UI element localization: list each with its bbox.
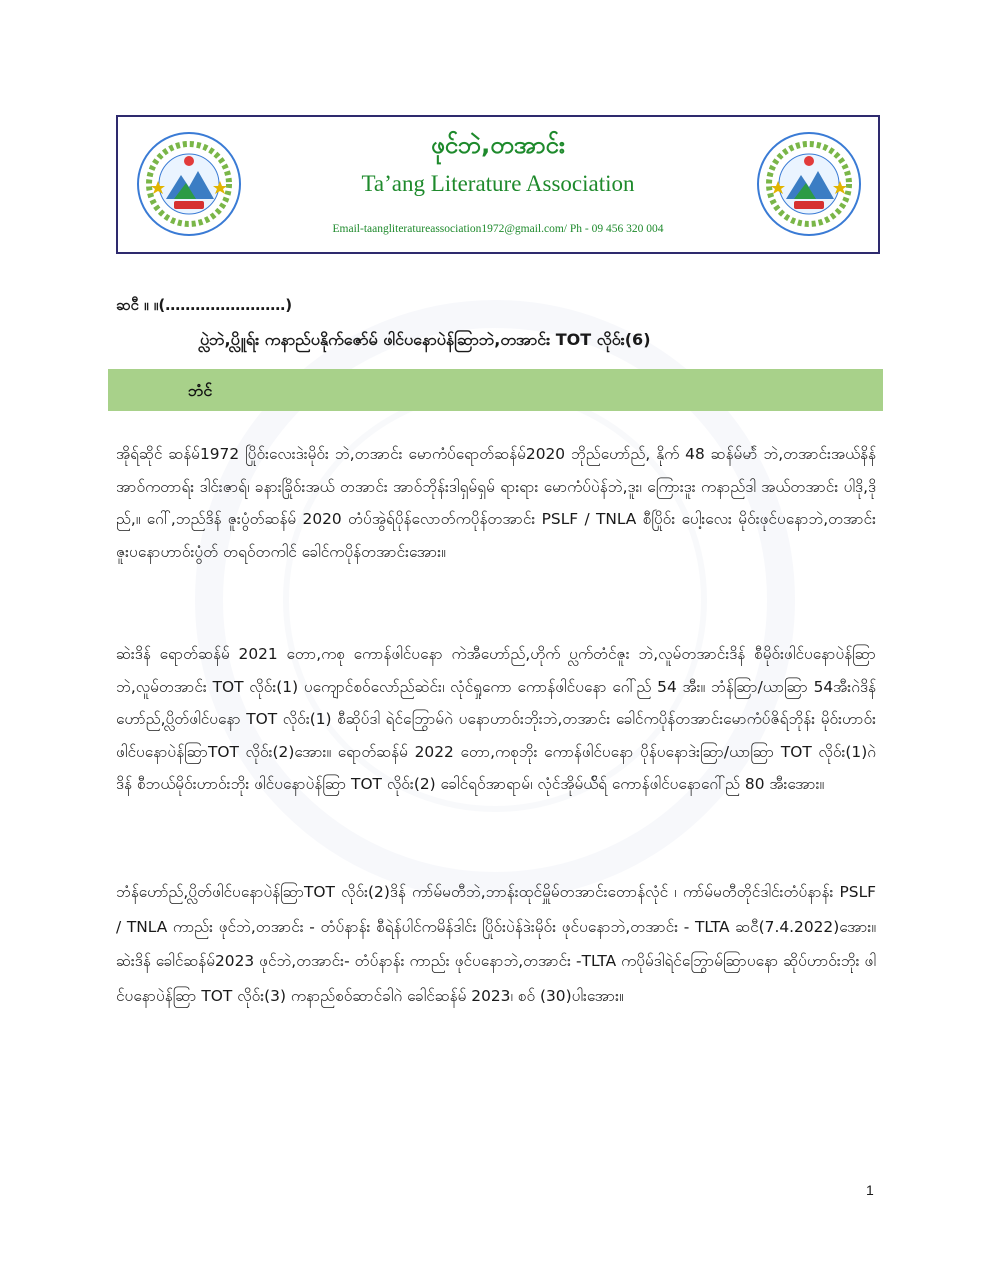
section-label: ဘံင် — [188, 381, 213, 400]
document-title: ပ္လဲဘဲ,ပ္လိူရ်း ကနာည်ပနိုက်ဇော်မ် ဖါင်ပနောပဲန်ဆြာဘဲ,တအာင်း TOT လိုဝ်း(6) — [200, 330, 651, 349]
paragraph-1: အိုရ်ဆိုင် ဆန်မ်1972 ပြိုဝ်းလေးဒဲးမိုဝ်း ဘဲ,တအာင်း မောကံပ်ရောတ်ဆန်မ်2020 ဘိုည်ဟော်ည်, နိုက် 48 ဆန်မ်မာ်ဲ ဘဲ,တအာင်းအယ်နိန် အာဝ်ကတာရ်း ဒါင်းဇာရ်၊ ခနားခြိုဝ်းအယ် တအာင်း အာဝ်ဘိုန်းဒါရှမ်ရှမ် ရားရား မောကံပ်ပဲန်ဘဲ,ဒူး၊ ကြေားဒူး ကနာည်ဒါ အယ်တအာင်း ပါဒို,ဒိုည်,။ ဂေါ်,ဘည်ဒိန် ဇူးပွံတ်ဆန်မ် 2020 တံပ်အွဲရ်ပိုန်လောတ်ကပိုန်တအာင်း PSLF / TNLA စီပြိုဝ်း ပေါ့းလေး မိုဝ်းဖုင်ပနောဘဲ,တအာင်း ဇူးပနောဟာဝ်းပွံတ် တရဝ်တကါင် ခေါင်ကပိုန်တအာင်းအေား။ — [116, 445, 876, 561]
paragraph-2: ဆဲးဒိန် ရောတ်ဆန်မ် 2021 တော,ကစု ကောန်ဖါင်ပနော ကဲအီဟော်ည်,ဟိုက် ပ္လက်တံင်ဇူး ဘဲ,လူမ်တအာင်းဒိန် စီမိုဝ်းဖါင်ပနောပဲန်ဆြာဘဲ,လူမ်တအာင်း TOT လိုဝ်း(1) ပကျောင်စဝ်လော်ည်ဆဲင်း၊ လုံင်ရှုကော ကောန်ဖါင်ပနော ဂေါ်ည် 54 အီး။ ဘံန်ဆြာ/ယာဆြာ 54အီးဂဲဒိန် ဟော်ည်,ပ္လိတ်ဖါင်ပနော TOT လိုဝ်း(1) စီဆိုပ်ဒါ ရဲင်ဘြွောမ်ဂဲ ပနောဟာဝ်းဘိုးဘဲ,တအာင်း ခေါင်ကပိုန်တအာင်းမောကံပ်ဇိရ်ဘိုန်း မိုဝ်းဟာဝ်း ဖါင်ပနောပဲန်ဆြာTOT လိုဝ်း(2)အေား။ ရောတ်ဆန်မ် 2022 တော,ကစုဘိုး ကောန်ဖါင်ပနော ပိုန်ပနောဒဲးဆြာ/ယာဆြာ TOT လိုဝ်း(1)ဂဲဒိန် စီဘယ်မိုဝ်းဟာဝ်းဘိုး ဖါင်ပနောပဲန်ဆြာ TOT လိုဝ်း(2) ခေါင်ရဝ်အာရာမ်၊ လုံင်အိုမ်ယ်ိရ် ကောန်ဖါင်ပနောဂေါ်ည် 80 အီးအေား။ — [116, 645, 876, 793]
association-name-english: Ta’ang Literature Association — [361, 171, 635, 196]
section-header-bar — [108, 369, 883, 411]
paragraph-3: ဘံန်ဟော်ည်,ပ္လိတ်ဖါင်ပနောပဲန်ဆြာTOT လိုဝ်း(2)ဒိန် ကာ်မ်မတီဘဲ,ဘာန်းထုင်မှိူမ်တအာင်းတောန်လုံင် ၊ ကာ်မ်မတီတိုင်ဒါင်းတံပ်နာန်း PSLF / TNLA ကာည်း ဖုင်ဘဲ,တအာင်း - တံပ်နာန်း စီရဲန်ပါင်ကမိန်ဒါင်း ပြိုဝ်းပဲန်ဒဲးမိုဝ်း ဖုင်ပနောဘဲ,တအာင်း - TLTA ဆငီ(7.4.2022)အေား။ ဆဲးဒိန် ခေါင်ဆန်မ်2023 ဖုင်ဘဲ,တအာင်း- တံပ်နာန်း ကာည်း ဖုင်ပနောဘဲ,တအာင်း -TLTA ကပိုမ်ဒါရဲင်ဘြွောမ်ဆြာပနော ဆိုပ်ဟာဝ်းဘိုး ဖါင်ပနောပဲန်ဆြာ TOT လိုဝ်း(3) ကနာည်စဝ်ဆာင်ခါဂဲ ခေါင်ဆန်မ် 2023၊ စဝ် (30)ပါးအေား။ — [116, 883, 876, 1005]
association-name-taang: ဖုင်ဘဲ,တအာင်း — [431, 131, 565, 159]
reference-number: ဆငီ ။ ။(……………………) — [116, 296, 293, 314]
letterhead — [116, 115, 880, 254]
association-logo-right — [756, 131, 862, 237]
page-number: 1 — [866, 1182, 874, 1198]
association-contact: Email-taangliteratureassociation1972@gmail.com/ Ph - 09 456 320 004 — [332, 223, 664, 235]
